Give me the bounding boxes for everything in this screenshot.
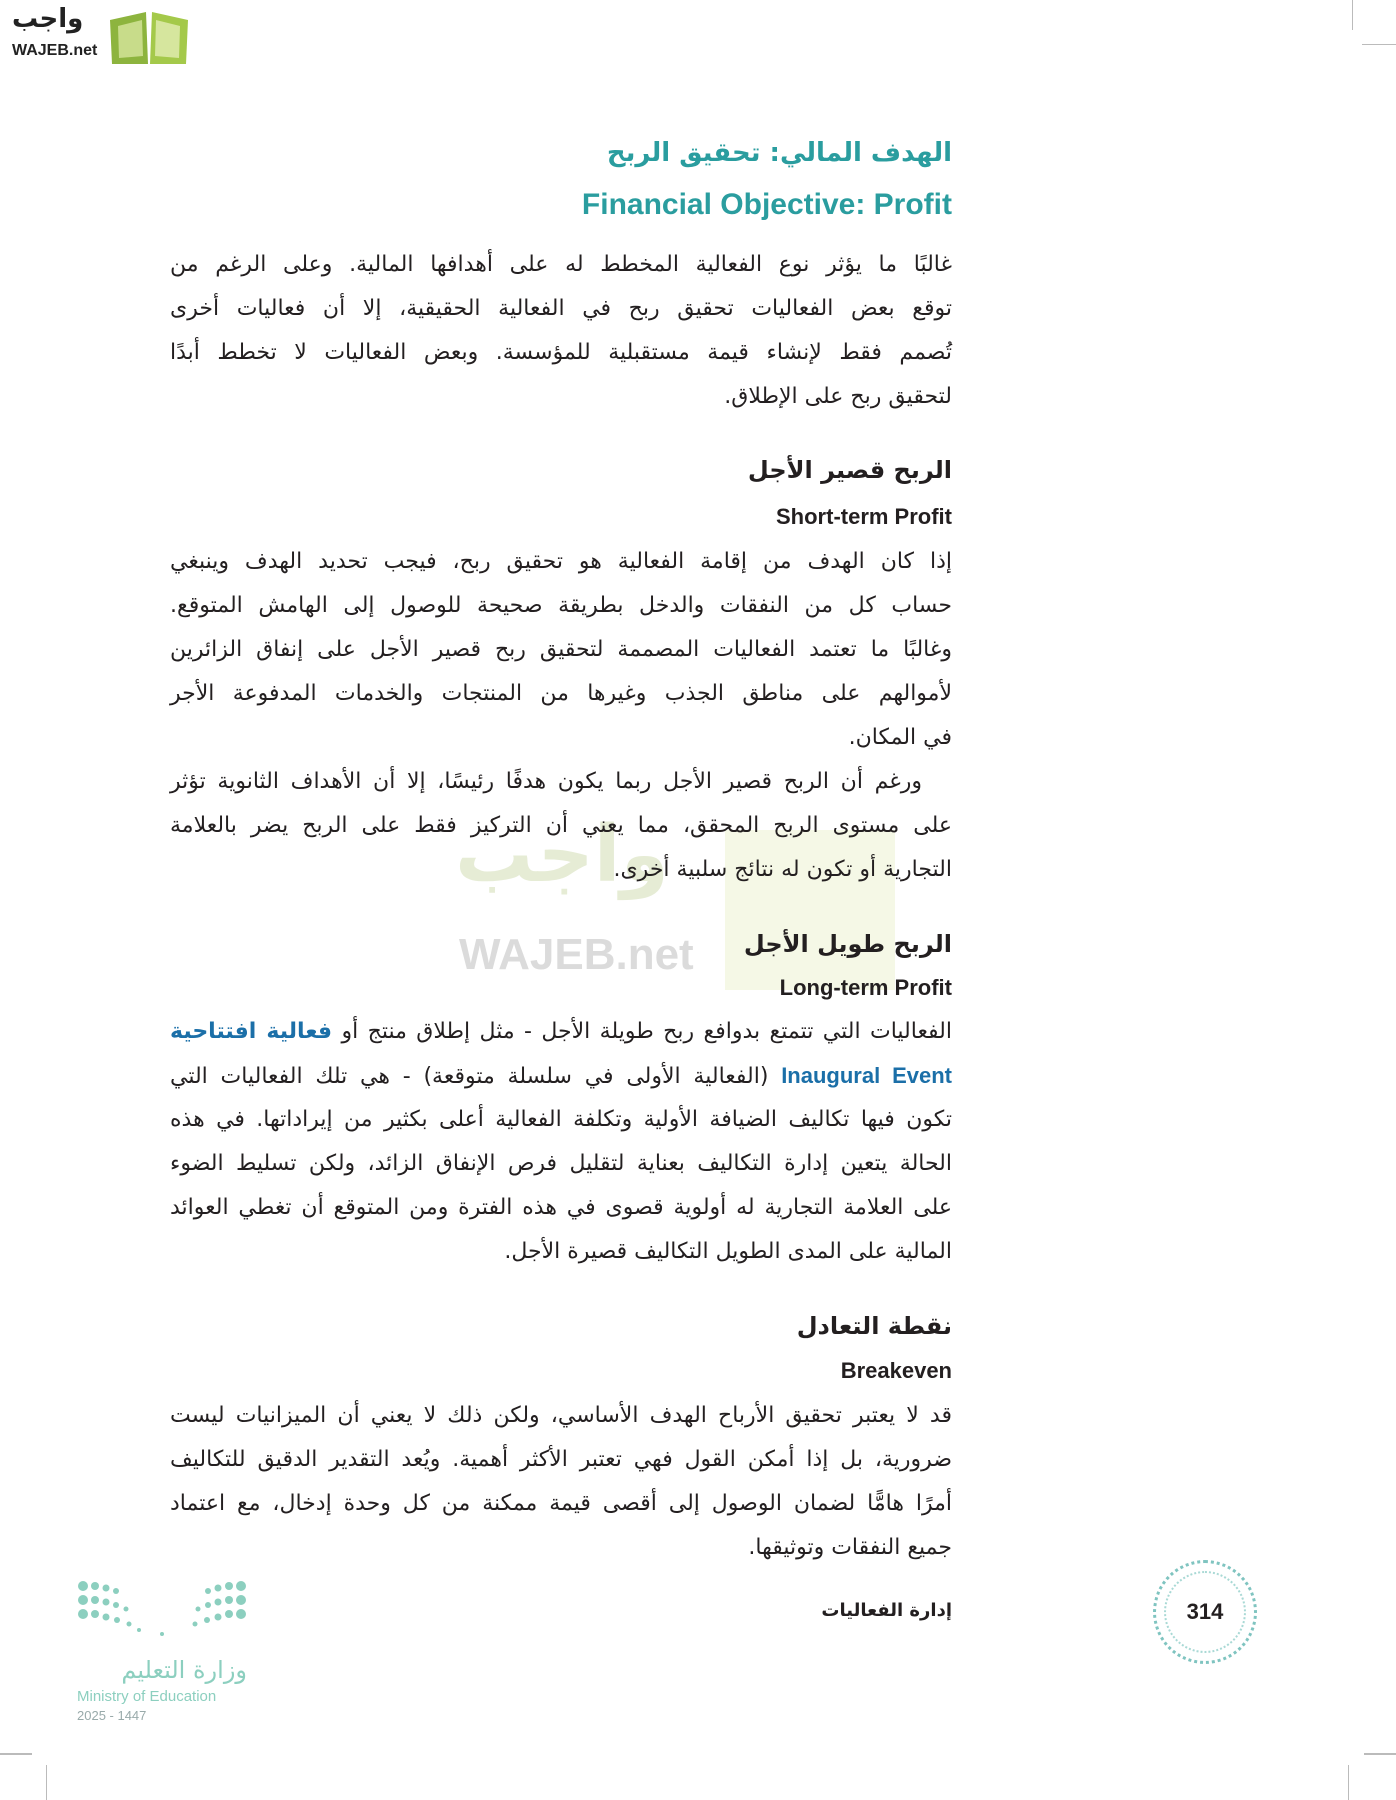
ministry-year: 2025 - 1447 (77, 1708, 147, 1723)
section-heading-english: Long-term Profit (779, 975, 952, 1000)
crop-mark (1364, 1753, 1396, 1755)
crop-mark (46, 1765, 47, 1800)
logo-latin: WAJEB.net (12, 42, 98, 59)
crop-mark (1352, 0, 1353, 30)
paragraph-line: لأموالهم على مناطق الجذب وغيرها من المنتجات والخدمات المدفوعة الأجر (170, 681, 952, 706)
page-number-badge (1153, 1560, 1257, 1664)
crop-mark (0, 1753, 32, 1755)
paragraph-line: لتحقيق ربح على الإطلاق. (724, 384, 952, 409)
text: (الفعالية الأولى في سلسلة متوقعة) - هي تلك الفعاليات التي (170, 1064, 782, 1089)
paragraph-line: في المكان. (848, 725, 952, 750)
text: الفعاليات التي تتمتع بدوافع ربح طويلة الأجل - مثل إطلاق منتج أو (332, 1019, 952, 1044)
paragraph-line: المالية على المدى الطويل التكاليف قصيرة الأجل. (504, 1239, 952, 1264)
section-heading-arabic: الربح قصير الأجل (747, 456, 952, 484)
crop-mark (1362, 44, 1396, 45)
page-content (170, 0, 952, 1800)
paragraph-line: تُصمم فقط لإنشاء قيمة مستقبلية للمؤسسة. وبعض الفعاليات لا تخطط أبدًا (170, 340, 952, 365)
paragraph-line (170, 1017, 952, 1047)
logo-arabic: واجب (12, 4, 84, 34)
crop-mark (1348, 1765, 1349, 1800)
ministry-dots-icon (77, 1580, 247, 1638)
section-heading-arabic: الربح طويل الأجل (743, 930, 952, 958)
paragraph-line: توقع بعض الفعاليات تحقيق ربح في الفعالية الحقيقية، إلا أن فعاليات أخرى (170, 296, 952, 321)
paragraph-line: غالبًا ما يؤثر نوع الفعالية المخطط له على أهدافها المالية. وعلى الرغم من (170, 252, 952, 277)
section-heading-english: Short-term Profit (776, 504, 952, 529)
paragraph-line (170, 1061, 952, 1092)
watermark-latin: WAJEB.net (459, 930, 694, 979)
paragraph-line: إذا كان الهدف من إقامة الفعالية هو تحقيق ربح، فيجب تحديد الهدف وينبغي (170, 549, 952, 574)
page-title-arabic: الهدف المالي: تحقيق الربح (606, 138, 952, 168)
paragraph-line: جميع النفقات وتوثيقها. (748, 1535, 952, 1560)
section-heading-arabic: نقطة التعادل (796, 1312, 952, 1340)
paragraph-line: التجارية أو تكون له نتائج سلبية أخرى. (613, 857, 952, 882)
ministry-arabic: وزارة التعليم (121, 1656, 247, 1684)
paragraph-line: أمرًا هامًّا لضمان الوصول إلى أقصى قيمة ممكنة من كل وحدة إدخال، مع اعتماد (170, 1491, 952, 1516)
paragraph-line: على مستوى الربح المحقق، مما يعني أن التركيز فقط على الربح يضر بالعلامة (170, 813, 952, 838)
page-number: 314 (1186, 1599, 1224, 1624)
section-heading-english: Breakeven (840, 1358, 952, 1383)
ministry-logo (75, 1580, 255, 1730)
paragraph-line: ورغم أن الربح قصير الأجل ربما يكون هدفًا رئيسًا، إلا أن الأهداف الثانوية تؤثر (170, 769, 922, 794)
paragraph-line: تكون فيها تكاليف الضيافة الأولية وتكلفة الفعالية أعلى بكثير من إيراداتها. في هذه (170, 1107, 952, 1132)
paragraph-line: الحالة يتعين إدارة التكاليف بعناية لتقليل فرص الإنفاق الزائد، ولكن تسليط الضوء (170, 1151, 952, 1176)
page-title-english: Financial Objective: Profit (581, 188, 952, 221)
paragraph-line: ضرورية، بل إذا أمكن القول فهي تعتبر الأكثر أهمية. ويُعد التقدير الدقيق للتكاليف (170, 1447, 952, 1472)
book-title: إدارة الفعاليات (821, 1600, 952, 1621)
ministry-english: Ministry of Education (77, 1688, 217, 1705)
key-term-english: Inaugural Event (781, 1063, 952, 1088)
watermark-arabic: واجب (455, 810, 670, 900)
paragraph-line: قد لا يعتبر تحقيق الأرباح الهدف الأساسي، ولكن ذلك لا يعني أن الميزانيات ليست (170, 1403, 952, 1428)
key-term-arabic: فعالية افتتاحية (170, 1019, 333, 1044)
paragraph-line: على العلامة التجارية له أولوية قصوى في هذه الفترة ومن المتوقع أن تغطي العوائد (170, 1195, 952, 1220)
wajeb-logo[interactable] (8, 4, 188, 66)
paragraph-line: حساب كل من النفقات والدخل بطريقة صحيحة للوصول إلى الهامش المتوقع. (170, 593, 952, 618)
paragraph-line: وغالبًا ما تعتمد الفعاليات المصممة لتحقيق ربح قصير الأجل على إنفاق الزائرين (170, 637, 952, 662)
